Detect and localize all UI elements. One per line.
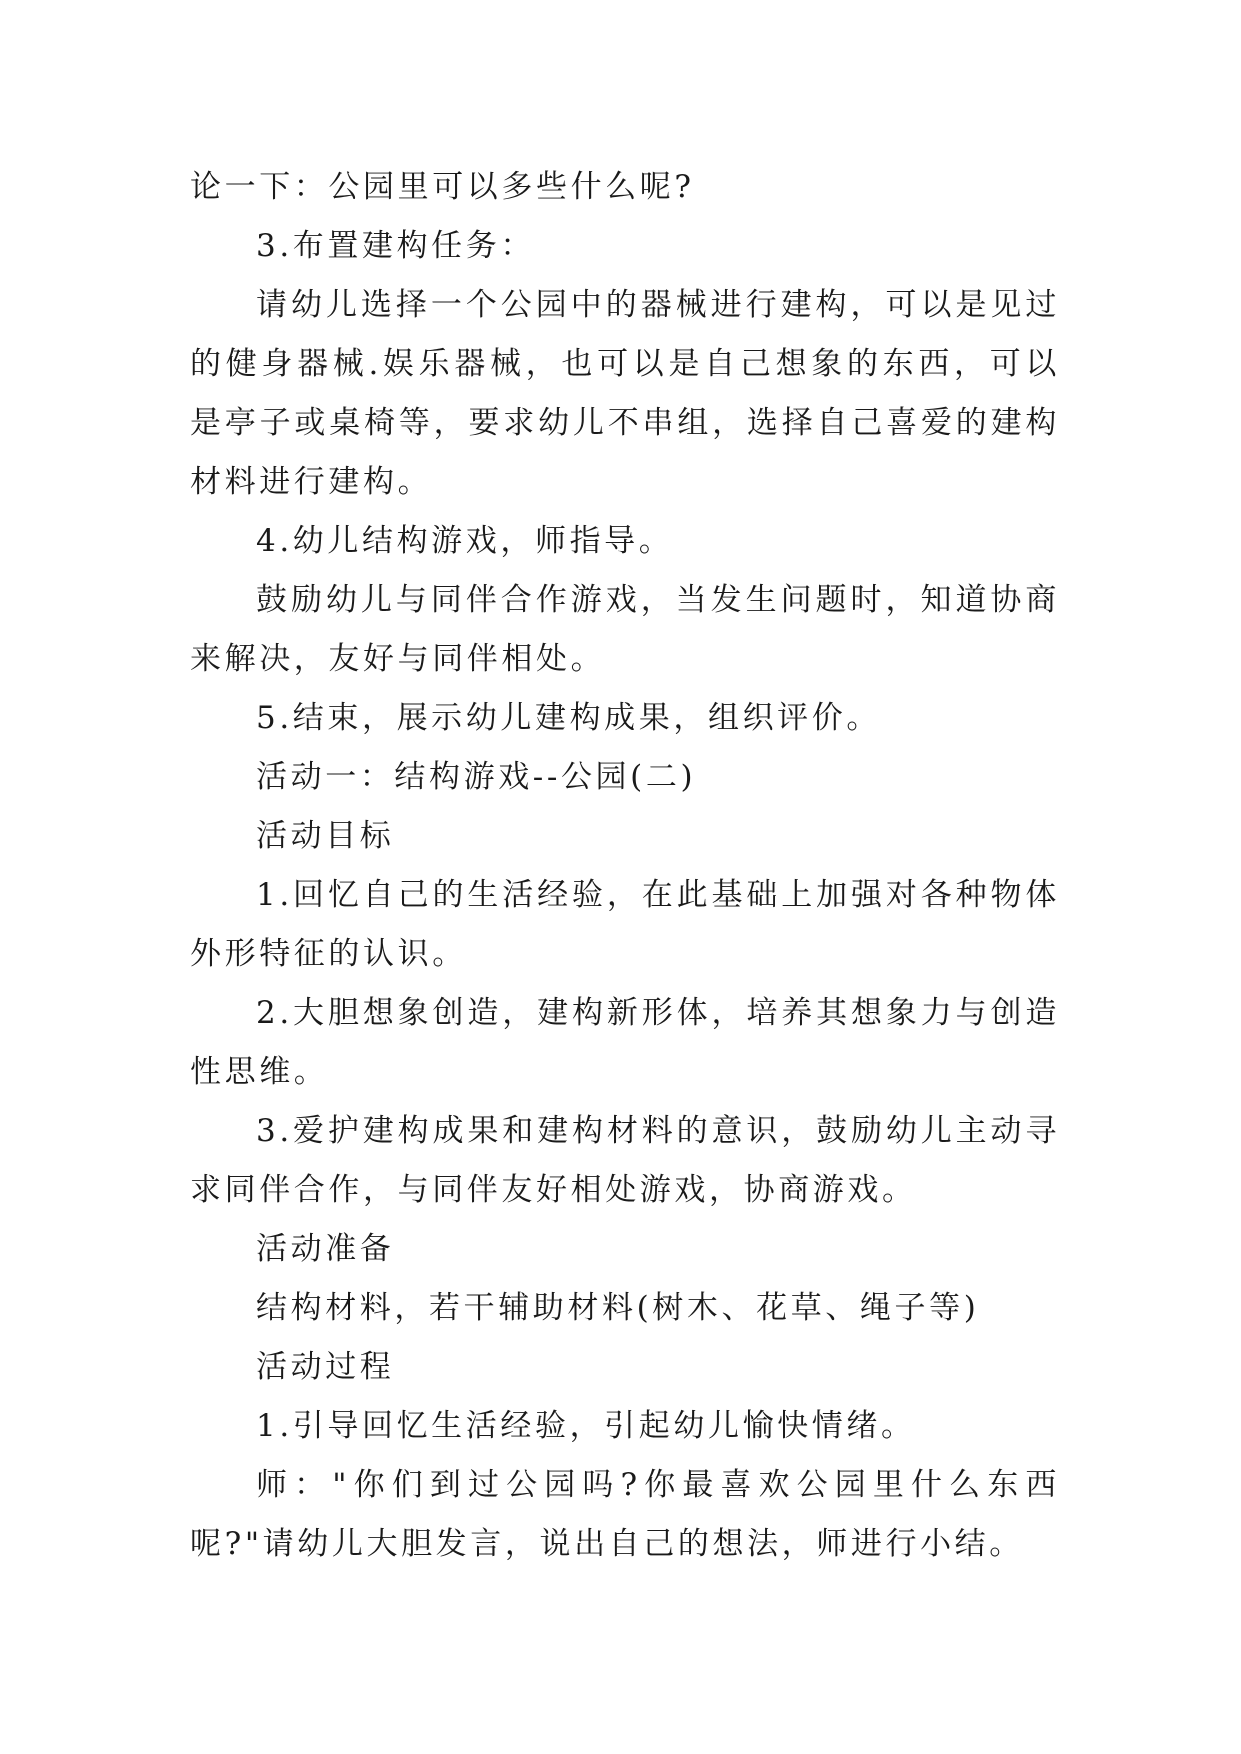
paragraph-step-4-body: 鼓励幼儿与同伴合作游戏，当发生问题时，知道协商来解决，友好与同伴相处。 [190, 582, 1060, 677]
paragraph-step-5: 5.结束，展示幼儿建构成果，组织评价。 [256, 700, 881, 736]
paragraph-preparation-body: 结构材料，若干辅助材料(树木、花草、绳子等) [256, 1290, 980, 1326]
paragraph-step-4-heading: 4.幼儿结构游戏，师指导。 [256, 523, 674, 559]
paragraph-goal-3: 3.爱护建构成果和建构材料的意识，鼓励幼儿主动寻求同伴合作，与同伴友好相处游戏，协商游戏。 [190, 1113, 1060, 1208]
document-page [190, 158, 1060, 1574]
paragraph-goals-heading: 活动目标 [256, 818, 395, 854]
paragraph-preparation-heading: 活动准备 [256, 1231, 395, 1267]
paragraph-process-heading: 活动过程 [256, 1349, 395, 1385]
paragraph-teacher-dialogue: 师："你们到过公园吗?你最喜欢公园里什么东西呢?"请幼儿大胆发言，说出自己的想法，师进行小结。 [190, 1467, 1060, 1562]
paragraph-discussion-continued: 论一下：公园里可以多些什么呢? [190, 169, 695, 205]
paragraph-goal-2: 2.大胆想象创造，建构新形体，培养其想象力与创造性思维。 [190, 995, 1060, 1090]
paragraph-step-3-heading: 3.布置建构任务： [256, 228, 535, 264]
paragraph-goal-1: 1.回忆自己的生活经验，在此基础上加强对各种物体外形特征的认识。 [190, 877, 1060, 972]
paragraph-activity-title: 活动一：结构游戏--公园(二) [256, 759, 697, 795]
paragraph-process-step-1: 1.引导回忆生活经验，引起幼儿愉快情绪。 [256, 1408, 916, 1444]
paragraph-step-3-body: 请幼儿选择一个公园中的器械进行建构，可以是见过的健身器械.娱乐器械，也可以是自己想象的东西，可以是亭子或桌椅等，要求幼儿不串组，选择自己喜爱的建构材料进行建构。 [190, 287, 1060, 500]
